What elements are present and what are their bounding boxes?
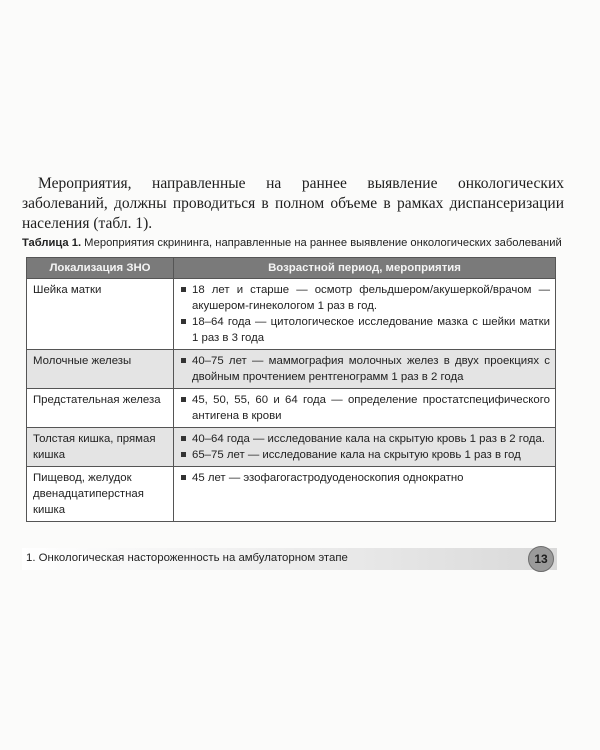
row-location: Предстательная железа — [27, 389, 174, 428]
table-row-cervix — [27, 279, 556, 350]
row-measures — [174, 467, 556, 522]
bullet-icon — [181, 287, 186, 292]
bullet-icon — [181, 475, 186, 480]
measure-item — [180, 470, 550, 486]
row-measures — [174, 428, 556, 467]
bullet-icon — [181, 319, 186, 324]
header-age-period: Возрастной период, мероприятия — [174, 258, 556, 279]
table-row-prostate — [27, 389, 556, 428]
measure-text: 45, 50, 55, 60 и 64 года — определение простатспецифического антигена в крови — [192, 394, 550, 422]
row-location: Толстая кишка, прямая кишка — [27, 428, 174, 467]
row-location: Шейка матки — [27, 279, 174, 350]
row-measures — [174, 389, 556, 428]
table-caption-text: Мероприятия скрининга, направленные на раннее выявление онкологических заболеваний — [81, 237, 562, 249]
screening-table — [26, 257, 556, 522]
measure-item — [180, 392, 550, 424]
measure-text: 18–64 года — цитологическое исследование мазка с шейки матки 1 раз в 3 года — [192, 316, 550, 344]
measure-item — [180, 431, 550, 447]
measure-text: 18 лет и старше — осмотр фельдшером/акушеркой/врачом — акушером-гинекологом 1 раз в год. — [192, 284, 550, 312]
table-row-upper-gi — [27, 467, 556, 522]
measure-text: 65–75 лет — исследование кала на скрытую кровь 1 раз в год — [192, 449, 521, 461]
row-location: Пищевод, желудок двенадцатиперстная кишка — [27, 467, 174, 522]
measure-item — [180, 353, 550, 385]
measure-item — [180, 314, 550, 346]
measure-text: 45 лет — эзофагогастродуоденоскопия однократно — [192, 472, 464, 484]
table-row-colon — [27, 428, 556, 467]
row-measures — [174, 350, 556, 389]
row-location: Молочные железы — [27, 350, 174, 389]
bullet-icon — [181, 358, 186, 363]
page-number-badge: 13 — [528, 546, 554, 572]
measure-item — [180, 447, 550, 463]
header-location: Локализация ЗНО — [27, 258, 174, 279]
row-measures — [174, 279, 556, 350]
table-header-row — [27, 258, 556, 279]
table-caption — [22, 237, 582, 249]
bullet-icon — [181, 452, 186, 457]
measure-text: 40–75 лет — маммография молочных желез в двух проекциях с двойным прочтением рентгенограмм 1 раз в 2 года — [192, 355, 550, 383]
chapter-title: 1. Онкологическая настороженность на амбулаторном этапе — [26, 552, 348, 564]
measure-text: 40–64 года — исследование кала на скрытую кровь 1 раз в 2 года. — [192, 433, 545, 445]
table-caption-label: Таблица 1. — [22, 237, 82, 249]
bullet-icon — [181, 436, 186, 441]
bullet-icon — [181, 397, 186, 402]
table-row-breast — [27, 350, 556, 389]
measure-item — [180, 282, 550, 314]
intro-paragraph: Мероприятия, направленные на раннее выявление онкологических заболеваний, должны проводиться в полном объеме в рамках диспансеризации населения (табл. 1). — [22, 175, 564, 232]
